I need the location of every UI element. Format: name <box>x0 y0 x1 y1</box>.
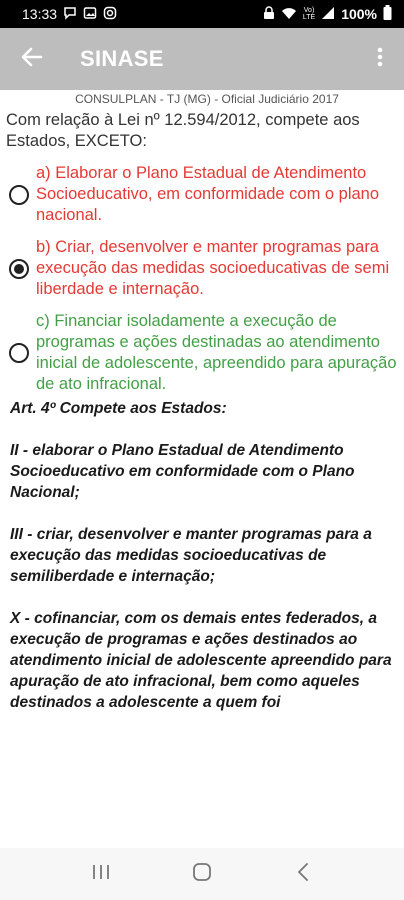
system-nav-bar <box>0 848 404 900</box>
answer-paragraph: X - cofinanciar, com os demais entes federados, a execução de programas e ações destinados ao atendimento inicial de adolescente apreendido para apuração de ato infracional, bem como aqueles destinados a adolescente a quem foi <box>10 610 392 711</box>
option-c-label: c) Financiar isoladamente a execução de programas e ações destinadas ao atendimento inicial de adolescente, apreendido para apuração de ato infracional. <box>36 312 397 393</box>
question-source: CONSULPLAN - TJ (MG) - Oficial Judiciário 2017 <box>75 92 339 106</box>
home-button[interactable] <box>182 854 222 894</box>
recent-apps-button[interactable] <box>81 854 121 894</box>
overflow-menu-button[interactable] <box>356 28 404 90</box>
volte-icon: Vo) LTE <box>302 7 316 21</box>
chat-icon <box>63 6 77 23</box>
home-icon <box>192 862 212 887</box>
app-title: SINASE <box>80 46 164 71</box>
app-bar <box>0 28 404 90</box>
answer-paragraph: II - elaborar o Plano Estadual de Atendimento Socioeducativo em conformidade com o Plano Nacional; <box>10 442 355 501</box>
battery-icon <box>383 5 392 23</box>
option-a-label: a) Elaborar o Plano Estadual de Atendimento Socioeducativo, em conformidade com o plano nacional. <box>36 164 380 224</box>
option-c[interactable] <box>0 311 404 395</box>
question-text: Com relação à Lei nº 12.594/2012, compete aos Estados, EXCETO: <box>6 111 360 150</box>
back-nav-icon <box>297 863 309 886</box>
radio-option-b-selected[interactable] <box>9 259 29 279</box>
battery-text: 100% <box>341 6 377 22</box>
question-content <box>0 92 404 734</box>
instagram-icon <box>103 6 117 23</box>
wifi-icon <box>281 6 297 23</box>
arrow-left-icon <box>21 47 43 72</box>
status-left <box>22 6 117 23</box>
status-right <box>263 5 392 23</box>
answer-paragraph: III - criar, desenvolver e manter programas para a execução das medidas socioeducativas de semiliberdade e internação; <box>10 526 372 585</box>
answer-explanation <box>0 398 404 713</box>
option-b[interactable] <box>0 237 404 300</box>
status-bar <box>0 0 404 28</box>
radio-option-a[interactable] <box>9 185 29 205</box>
radio-selected-dot <box>14 264 24 274</box>
signal-icon <box>321 6 335 23</box>
more-vert-icon <box>377 47 383 72</box>
radio-option-c[interactable] <box>9 343 29 363</box>
back-nav-button[interactable] <box>283 854 323 894</box>
option-b-label: b) Criar, desenvolver e manter programas para execução das medidas socioeducativas de semi liberdade e internação. <box>36 238 390 298</box>
lock-icon <box>263 6 275 23</box>
image-icon <box>83 6 97 23</box>
recent-apps-icon <box>92 864 110 885</box>
back-button[interactable] <box>0 28 64 90</box>
answer-paragraph: Art. 4º Compete aos Estados: <box>10 400 227 417</box>
status-time: 13:33 <box>22 6 58 22</box>
option-a[interactable] <box>0 163 404 226</box>
